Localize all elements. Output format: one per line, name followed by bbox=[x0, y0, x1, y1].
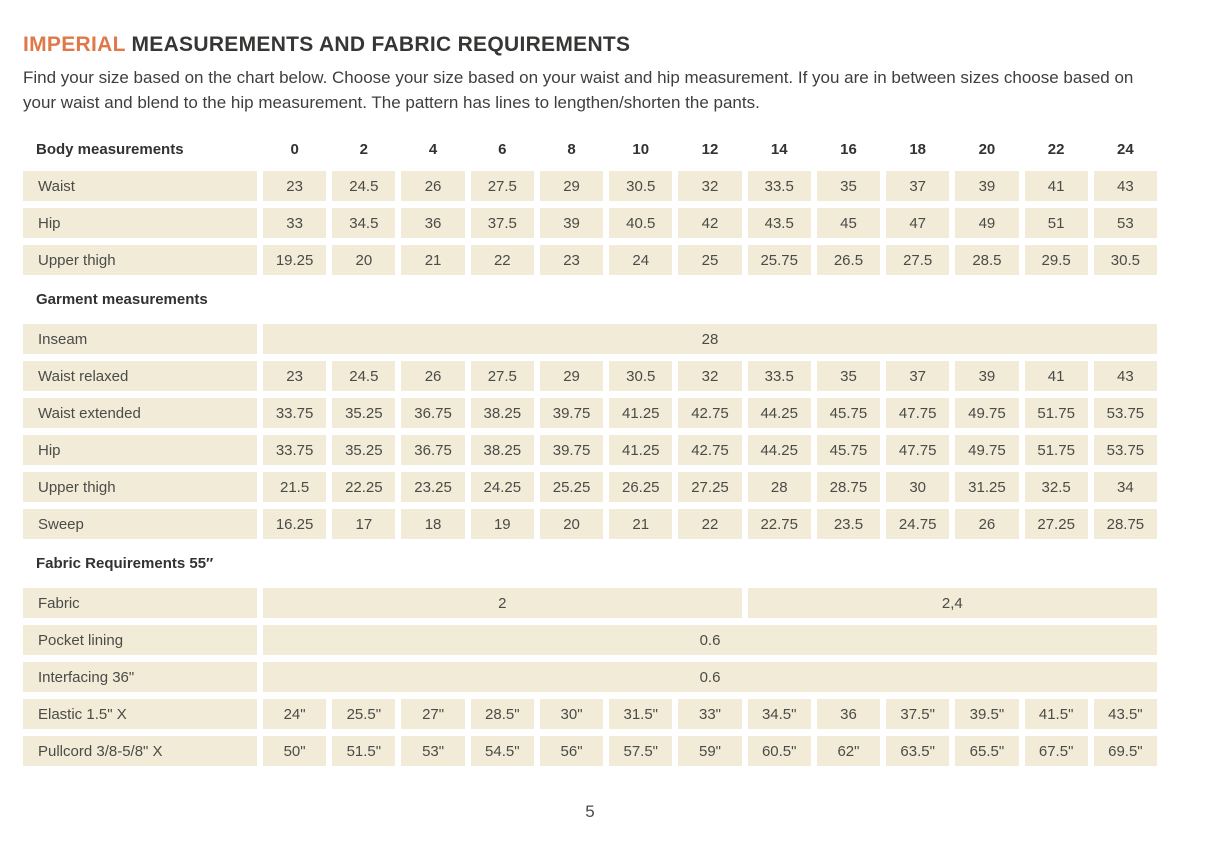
value-cell: 40.5 bbox=[609, 208, 672, 238]
value-cell: 53 bbox=[1094, 208, 1157, 238]
value-cell: 33" bbox=[678, 699, 741, 729]
row-label: Waist extended bbox=[23, 398, 257, 428]
value-cell: 25.75 bbox=[748, 245, 811, 275]
value-cell: 54.5" bbox=[471, 736, 534, 766]
value-cell: 30.5 bbox=[609, 361, 672, 391]
value-cell: 30.5 bbox=[1094, 245, 1157, 275]
value-cell: 33.75 bbox=[263, 435, 326, 465]
value-cell: 37 bbox=[886, 171, 949, 201]
value-cell: 53.75 bbox=[1094, 398, 1157, 428]
value-cell: 36.75 bbox=[401, 435, 464, 465]
value-cell: 26.5 bbox=[817, 245, 880, 275]
value-cell: 51 bbox=[1025, 208, 1088, 238]
value-cell: 27.25 bbox=[1025, 509, 1088, 539]
size-column-header: 12 bbox=[678, 134, 741, 164]
value-cell: 43 bbox=[1094, 361, 1157, 391]
section-header: Garment measurements bbox=[23, 282, 1157, 317]
value-cell: 18 bbox=[401, 509, 464, 539]
value-cell: 33 bbox=[263, 208, 326, 238]
value-cell: 38.25 bbox=[471, 435, 534, 465]
size-column-header: 14 bbox=[748, 134, 811, 164]
value-cell: 59" bbox=[678, 736, 741, 766]
size-column-header: 4 bbox=[401, 134, 464, 164]
value-cell: 45.75 bbox=[817, 398, 880, 428]
value-cell: 28.75 bbox=[817, 472, 880, 502]
value-cell: 23 bbox=[263, 171, 326, 201]
value-cell: 33.5 bbox=[748, 361, 811, 391]
value-cell: 21 bbox=[401, 245, 464, 275]
value-cell: 21.5 bbox=[263, 472, 326, 502]
value-cell: 57.5" bbox=[609, 736, 672, 766]
value-cell: 41.25 bbox=[609, 398, 672, 428]
value-cell: 25 bbox=[678, 245, 741, 275]
value-cell: 25.5" bbox=[332, 699, 395, 729]
row-label: Pocket lining bbox=[23, 625, 257, 655]
row-label: Fabric bbox=[23, 588, 257, 618]
value-cell: 35 bbox=[817, 171, 880, 201]
value-cell: 28.5 bbox=[955, 245, 1018, 275]
value-cell: 42.75 bbox=[678, 398, 741, 428]
value-cell: 49 bbox=[955, 208, 1018, 238]
value-cell: 37.5" bbox=[886, 699, 949, 729]
value-cell: 24.75 bbox=[886, 509, 949, 539]
value-cell: 21 bbox=[609, 509, 672, 539]
value-cell: 26 bbox=[401, 361, 464, 391]
size-column-header: 24 bbox=[1094, 134, 1157, 164]
value-cell: 45 bbox=[817, 208, 880, 238]
value-cell: 49.75 bbox=[955, 435, 1018, 465]
value-cell: 41.5" bbox=[1025, 699, 1088, 729]
value-cell: 28 bbox=[748, 472, 811, 502]
value-cell: 32 bbox=[678, 171, 741, 201]
value-cell: 39 bbox=[540, 208, 603, 238]
value-cell: 27.5 bbox=[471, 361, 534, 391]
value-cell: 39 bbox=[955, 361, 1018, 391]
value-cell: 24 bbox=[609, 245, 672, 275]
page-title-accent: IMPERIAL bbox=[23, 33, 126, 56]
row-label: Interfacing 36" bbox=[23, 662, 257, 692]
value-cell: 53.75 bbox=[1094, 435, 1157, 465]
value-cell: 26 bbox=[401, 171, 464, 201]
column-header-label: Body measurements bbox=[23, 134, 257, 164]
size-column-header: 8 bbox=[540, 134, 603, 164]
value-cell: 29 bbox=[540, 171, 603, 201]
value-cell: 37.5 bbox=[471, 208, 534, 238]
value-cell: 43.5 bbox=[748, 208, 811, 238]
value-cell: 44.25 bbox=[748, 435, 811, 465]
value-cell: 63.5" bbox=[886, 736, 949, 766]
value-cell: 30" bbox=[540, 699, 603, 729]
section-header: Fabric Requirements 55″ bbox=[23, 546, 1157, 581]
value-cell-span: 28 bbox=[263, 324, 1157, 354]
value-cell: 16.25 bbox=[263, 509, 326, 539]
value-cell: 25.25 bbox=[540, 472, 603, 502]
intro-paragraph: Find your size based on the chart below. Choose your size based on your waist and hip measurement. If you are in between sizes choose based on your waist and blend to the hip measurement. The pattern has lines to lengthen/shorten the pants. bbox=[23, 68, 1134, 112]
page-title bbox=[23, 33, 1196, 57]
value-cell: 32.5 bbox=[1025, 472, 1088, 502]
row-label: Inseam bbox=[23, 324, 257, 354]
value-cell: 43 bbox=[1094, 171, 1157, 201]
value-cell: 35.25 bbox=[332, 435, 395, 465]
value-cell: 31.5" bbox=[609, 699, 672, 729]
value-cell: 34.5 bbox=[332, 208, 395, 238]
value-cell: 47.75 bbox=[886, 398, 949, 428]
size-column-header: 20 bbox=[955, 134, 1018, 164]
row-label: Pullcord 3/8-5/8" X bbox=[23, 736, 257, 766]
value-cell: 47 bbox=[886, 208, 949, 238]
value-cell: 50" bbox=[263, 736, 326, 766]
size-column-header: 2 bbox=[332, 134, 395, 164]
value-cell: 41 bbox=[1025, 361, 1088, 391]
row-label: Hip bbox=[23, 208, 257, 238]
value-cell: 39 bbox=[955, 171, 1018, 201]
value-cell: 28.75 bbox=[1094, 509, 1157, 539]
value-cell: 24.5 bbox=[332, 171, 395, 201]
value-cell: 35 bbox=[817, 361, 880, 391]
value-cell: 37 bbox=[886, 361, 949, 391]
value-cell: 33.75 bbox=[263, 398, 326, 428]
value-cell: 24.5 bbox=[332, 361, 395, 391]
value-cell: 27.5 bbox=[886, 245, 949, 275]
value-cell: 20 bbox=[540, 509, 603, 539]
value-cell: 39.75 bbox=[540, 398, 603, 428]
value-cell: 26.25 bbox=[609, 472, 672, 502]
value-cell: 49.75 bbox=[955, 398, 1018, 428]
value-cell: 45.75 bbox=[817, 435, 880, 465]
value-cell: 27.5 bbox=[471, 171, 534, 201]
value-cell: 34.5" bbox=[748, 699, 811, 729]
value-cell: 27.25 bbox=[678, 472, 741, 502]
value-cell: 36 bbox=[401, 208, 464, 238]
value-cell-span: 2,4 bbox=[748, 588, 1157, 618]
value-cell-span: 2 bbox=[263, 588, 742, 618]
value-cell: 30 bbox=[886, 472, 949, 502]
value-cell: 62" bbox=[817, 736, 880, 766]
value-cell: 60.5" bbox=[748, 736, 811, 766]
value-cell: 41 bbox=[1025, 171, 1088, 201]
value-cell: 26 bbox=[955, 509, 1018, 539]
value-cell: 19 bbox=[471, 509, 534, 539]
value-cell: 51.75 bbox=[1025, 398, 1088, 428]
page-title-rest: MEASUREMENTS AND FABRIC REQUIREMENTS bbox=[125, 33, 631, 56]
value-cell: 23 bbox=[540, 245, 603, 275]
value-cell: 34 bbox=[1094, 472, 1157, 502]
value-cell: 28.5" bbox=[471, 699, 534, 729]
value-cell: 39.5" bbox=[955, 699, 1018, 729]
value-cell: 51.75 bbox=[1025, 435, 1088, 465]
value-cell: 69.5" bbox=[1094, 736, 1157, 766]
value-cell: 19.25 bbox=[263, 245, 326, 275]
size-table bbox=[23, 134, 1157, 766]
value-cell-span: 0.6 bbox=[263, 625, 1157, 655]
value-cell: 20 bbox=[332, 245, 395, 275]
size-column-header: 10 bbox=[609, 134, 672, 164]
row-label: Elastic 1.5" X bbox=[23, 699, 257, 729]
value-cell: 56" bbox=[540, 736, 603, 766]
value-cell: 23 bbox=[263, 361, 326, 391]
value-cell: 43.5" bbox=[1094, 699, 1157, 729]
value-cell: 53" bbox=[401, 736, 464, 766]
value-cell: 24" bbox=[263, 699, 326, 729]
size-column-header: 0 bbox=[263, 134, 326, 164]
size-column-header: 22 bbox=[1025, 134, 1088, 164]
value-cell: 32 bbox=[678, 361, 741, 391]
value-cell: 36.75 bbox=[401, 398, 464, 428]
value-cell: 36 bbox=[817, 699, 880, 729]
value-cell: 42 bbox=[678, 208, 741, 238]
value-cell: 42.75 bbox=[678, 435, 741, 465]
page-number: 5 bbox=[585, 802, 595, 821]
value-cell: 17 bbox=[332, 509, 395, 539]
value-cell: 41.25 bbox=[609, 435, 672, 465]
value-cell: 23.25 bbox=[401, 472, 464, 502]
value-cell: 30.5 bbox=[609, 171, 672, 201]
value-cell: 23.5 bbox=[817, 509, 880, 539]
value-cell-span: 0.6 bbox=[263, 662, 1157, 692]
value-cell: 35.25 bbox=[332, 398, 395, 428]
row-label: Upper thigh bbox=[23, 472, 257, 502]
value-cell: 27" bbox=[401, 699, 464, 729]
value-cell: 31.25 bbox=[955, 472, 1018, 502]
value-cell: 65.5" bbox=[955, 736, 1018, 766]
value-cell: 22.75 bbox=[748, 509, 811, 539]
value-cell: 24.25 bbox=[471, 472, 534, 502]
row-label: Hip bbox=[23, 435, 257, 465]
value-cell: 22 bbox=[678, 509, 741, 539]
size-column-header: 6 bbox=[471, 134, 534, 164]
value-cell: 33.5 bbox=[748, 171, 811, 201]
value-cell: 38.25 bbox=[471, 398, 534, 428]
size-column-header: 16 bbox=[817, 134, 880, 164]
value-cell: 39.75 bbox=[540, 435, 603, 465]
row-label: Sweep bbox=[23, 509, 257, 539]
size-column-header: 18 bbox=[886, 134, 949, 164]
value-cell: 47.75 bbox=[886, 435, 949, 465]
row-label: Waist bbox=[23, 171, 257, 201]
value-cell: 44.25 bbox=[748, 398, 811, 428]
value-cell: 51.5" bbox=[332, 736, 395, 766]
row-label: Waist relaxed bbox=[23, 361, 257, 391]
value-cell: 22.25 bbox=[332, 472, 395, 502]
row-label: Upper thigh bbox=[23, 245, 257, 275]
value-cell: 22 bbox=[471, 245, 534, 275]
value-cell: 29.5 bbox=[1025, 245, 1088, 275]
value-cell: 67.5" bbox=[1025, 736, 1088, 766]
value-cell: 29 bbox=[540, 361, 603, 391]
